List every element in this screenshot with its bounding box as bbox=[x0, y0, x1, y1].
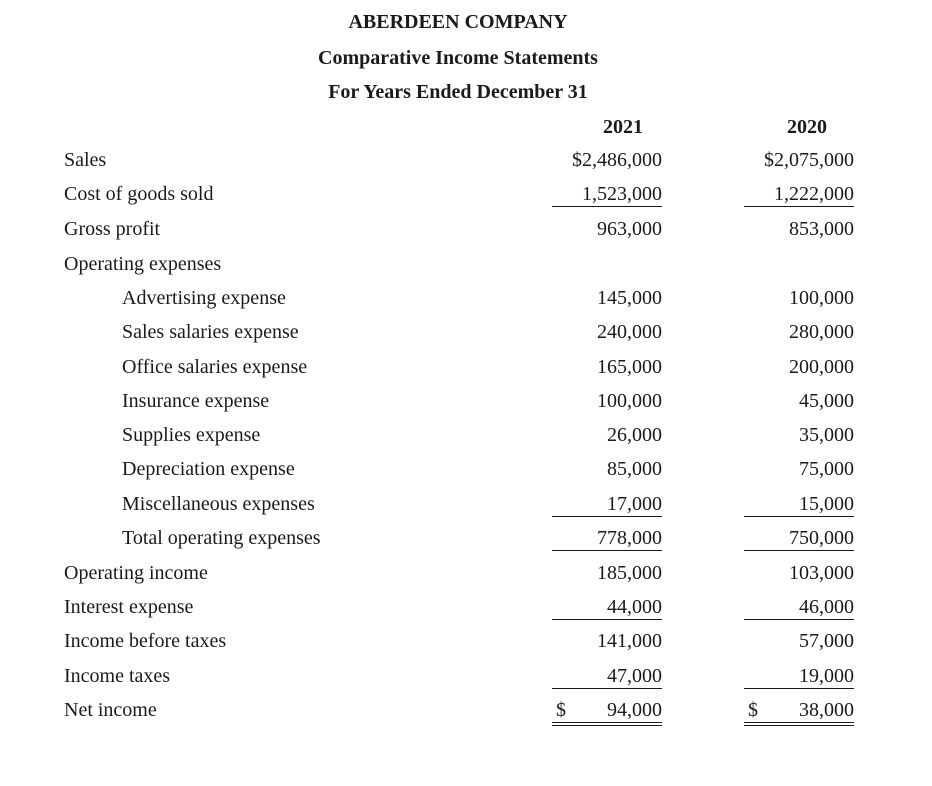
value-2020: 200,000 bbox=[789, 356, 854, 378]
statement-row-total-operating-expenses bbox=[0, 526, 932, 556]
value-2020: 35,000 bbox=[799, 424, 854, 446]
value-2020: 57,000 bbox=[799, 630, 854, 652]
value-2021 bbox=[552, 698, 662, 726]
row-label: Sales salaries expense bbox=[122, 321, 299, 343]
row-label: Cost of goods sold bbox=[64, 183, 214, 205]
statement-row-income-before-taxes bbox=[0, 629, 932, 659]
row-label: Depreciation expense bbox=[122, 458, 295, 480]
statement-row-interest-expense bbox=[0, 595, 932, 625]
row-label: Income taxes bbox=[64, 665, 171, 687]
value-2020: 75,000 bbox=[799, 458, 854, 480]
row-label: Advertising expense bbox=[122, 287, 286, 309]
statement-period: For Years Ended December 31 bbox=[328, 81, 588, 103]
value-2020: 280,000 bbox=[789, 321, 854, 343]
value-2020: 750,000 bbox=[744, 526, 854, 551]
row-label: Sales bbox=[64, 149, 107, 171]
statement-title: Comparative Income Statements bbox=[318, 47, 598, 69]
statement-row-sales bbox=[0, 148, 932, 178]
row-label: Supplies expense bbox=[122, 424, 261, 446]
value-2021: 17,000 bbox=[552, 492, 662, 517]
row-label: Gross profit bbox=[64, 218, 161, 240]
net-income-amount: 38,000 bbox=[799, 699, 854, 721]
statement-row-gross-profit bbox=[0, 217, 932, 247]
value-2021: 165,000 bbox=[597, 356, 662, 378]
row-label: Total operating expenses bbox=[122, 527, 321, 549]
row-label: Office salaries expense bbox=[122, 356, 308, 378]
value-2020 bbox=[744, 698, 854, 726]
value-2021: 1,523,000 bbox=[552, 182, 662, 207]
statement-row-net-income bbox=[0, 698, 932, 728]
row-label: Operating expenses bbox=[64, 253, 222, 275]
column-header-2021: 2021 bbox=[603, 116, 643, 138]
value-2021: 185,000 bbox=[597, 562, 662, 584]
currency-symbol: $ bbox=[556, 699, 566, 721]
statement-row-cost-of-goods-sold bbox=[0, 182, 932, 212]
value-2021: 44,000 bbox=[552, 595, 662, 620]
net-income-amount: 94,000 bbox=[607, 699, 662, 721]
statement-row-miscellaneous-expenses bbox=[0, 492, 932, 522]
row-label: Insurance expense bbox=[122, 390, 270, 412]
row-label: Net income bbox=[64, 699, 157, 721]
company-name: ABERDEEN COMPANY bbox=[348, 11, 568, 33]
currency-symbol: $ bbox=[748, 699, 758, 721]
value-2020: 853,000 bbox=[789, 218, 854, 240]
value-2021: 85,000 bbox=[607, 458, 662, 480]
statement-row-depreciation-expense bbox=[0, 457, 932, 487]
value-2021: $2,486,000 bbox=[572, 149, 662, 171]
value-2020: 19,000 bbox=[744, 664, 854, 689]
value-2020: 46,000 bbox=[744, 595, 854, 620]
value-2021: 100,000 bbox=[597, 390, 662, 412]
value-2021: 963,000 bbox=[597, 218, 662, 240]
statement-row-sales-salaries-expense bbox=[0, 320, 932, 350]
row-label: Income before taxes bbox=[64, 630, 227, 652]
value-2021: 26,000 bbox=[607, 424, 662, 446]
statement-row-supplies-expense bbox=[0, 423, 932, 453]
statement-row-operating-expenses-heading bbox=[0, 252, 932, 282]
row-label: Operating income bbox=[64, 562, 208, 584]
value-2020: $2,075,000 bbox=[764, 149, 854, 171]
statement-row-income-taxes bbox=[0, 664, 932, 694]
row-label: Miscellaneous expenses bbox=[122, 493, 315, 515]
value-2021: 240,000 bbox=[597, 321, 662, 343]
row-label: Interest expense bbox=[64, 596, 194, 618]
value-2021: 778,000 bbox=[552, 526, 662, 551]
value-2020: 45,000 bbox=[799, 390, 854, 412]
statement-row-insurance-expense bbox=[0, 389, 932, 419]
value-2020: 1,222,000 bbox=[744, 182, 854, 207]
value-2021: 145,000 bbox=[597, 287, 662, 309]
value-2021: 141,000 bbox=[597, 630, 662, 652]
value-2020: 15,000 bbox=[744, 492, 854, 517]
value-2020: 100,000 bbox=[789, 287, 854, 309]
value-2020: 103,000 bbox=[789, 562, 854, 584]
column-header-2020: 2020 bbox=[787, 116, 827, 138]
statement-row-advertising-expense bbox=[0, 286, 932, 316]
statement-row-office-salaries-expense bbox=[0, 355, 932, 385]
statement-row-operating-income bbox=[0, 561, 932, 591]
value-2021: 47,000 bbox=[552, 664, 662, 689]
